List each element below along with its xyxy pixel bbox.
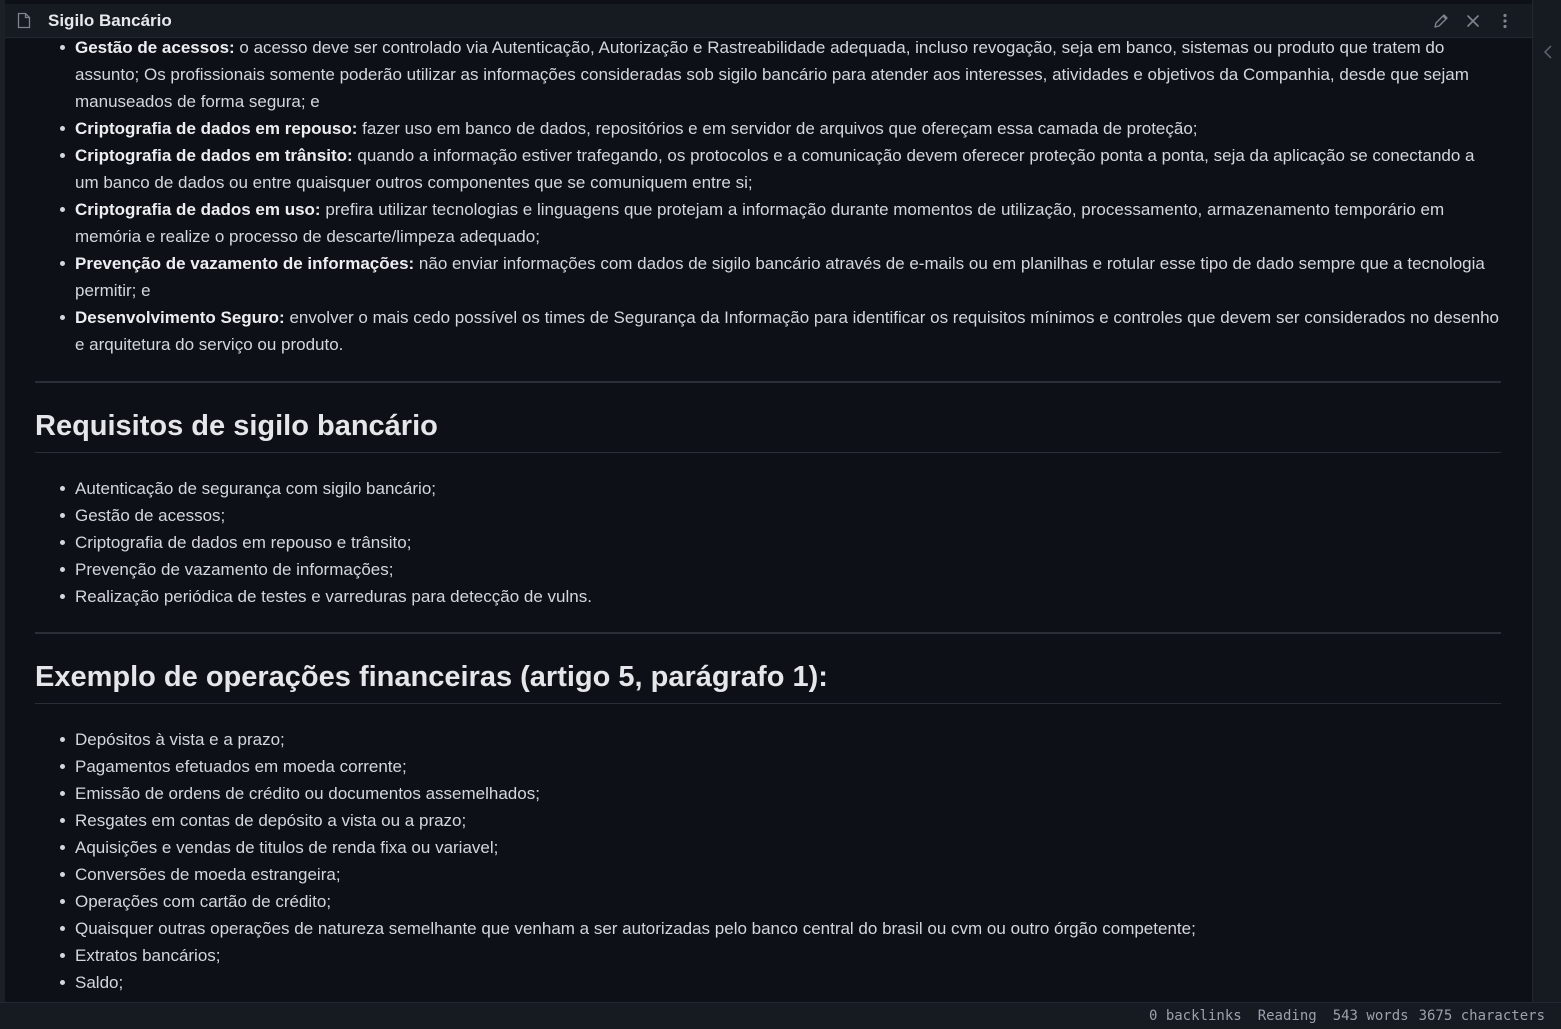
list-item: Saldo; (75, 969, 1501, 996)
horizontal-rule (35, 632, 1501, 634)
list-item: Conversões de moeda estrangeira; (75, 861, 1501, 888)
right-sidebar-collapsed (1532, 0, 1561, 1002)
security-controls-list (35, 34, 1501, 358)
list-item: Quaisquer outras operações de natureza semelhante que venham a ser autorizadas pelo banco central do brasil ou cvm ou outro órgão competente; (75, 915, 1501, 942)
pencil-icon[interactable] (1432, 12, 1450, 30)
title-actions (1432, 12, 1514, 30)
file-icon (17, 12, 31, 29)
list-item: Criptografia de dados em trânsito: quando a informação estiver trafegando, os protocolos e a comunicação devem oferecer proteção ponta a ponta, seja da aplicação se conectando a um banco de dados ou entre quaisquer outros componentes que se comuniquem entre si; (75, 142, 1501, 196)
list-item: Emissão de ordens de crédito ou documentos assemelhados; (75, 780, 1501, 807)
status-bar (0, 1002, 1561, 1029)
word-count: 543 words (1332, 1008, 1409, 1024)
list-item: Realização periódica de testes e varreduras para detecção de vulns. (75, 583, 1501, 610)
requisitos-list (35, 475, 1501, 610)
heading-exemplo: Exemplo de operações financeiras (artigo 5, parágrafo 1): (35, 660, 1501, 704)
list-item: Aquisições e vendas de titulos de renda fixa ou variavel; (75, 834, 1501, 861)
list-item: Autenticação de segurança com sigilo bancário; (75, 475, 1501, 502)
list-item: Operações com cartão de crédito; (75, 888, 1501, 915)
operacoes-list (35, 726, 1501, 1023)
more-vertical-icon[interactable] (1496, 12, 1514, 30)
list-item: Depósitos à vista e a prazo; (75, 726, 1501, 753)
view-mode[interactable]: Reading (1257, 1008, 1317, 1024)
list-item: Criptografia de dados em repouso: fazer uso em banco de dados, repositórios e em servidor de arquivos que ofereçam essa camada de proteção; (75, 115, 1501, 142)
note-title-bar (5, 4, 1532, 38)
heading-requisitos: Requisitos de sigilo bancário (35, 409, 1501, 453)
note-pane (5, 4, 1532, 1002)
list-item: Resgates em contas de depósito a vista ou a prazo; (75, 807, 1501, 834)
character-count: 3675 characters (1418, 1008, 1545, 1024)
list-item: Pagamentos efetuados em moeda corrente; (75, 753, 1501, 780)
list-item: Gestão de acessos; (75, 502, 1501, 529)
list-item: Prevenção de vazamento de informações; (75, 556, 1501, 583)
list-item: Gestão de acessos: o acesso deve ser controlado via Autenticação, Autorização e Rastreabilidade adequada, incluso revogação, seja em banco, sistemas ou produto que tratem do assunto; Os profissionais somente poderão utilizar as informações consideradas sob sigilo bancário para atender aos interesses, atividades e objetivos da Companhia, desde que sejam manuseados de forma segura; e (75, 34, 1501, 115)
list-item: Criptografia de dados em uso: prefira utilizar tecnologias e linguagens que protejam a informação durante momentos de utilização, processamento, armazenamento temporário em memória e realize o processo de descarte/limpeza adequado; (75, 196, 1501, 250)
backlinks-count[interactable]: 0 backlinks (1148, 1008, 1242, 1024)
list-item: Criptografia de dados em repouso e trânsito; (75, 529, 1501, 556)
chevron-left-icon[interactable] (1542, 45, 1554, 59)
note-title[interactable]: Sigilo Bancário (48, 11, 172, 30)
list-item: Extratos bancários; (75, 942, 1501, 969)
close-icon[interactable] (1464, 12, 1482, 30)
list-item: Desenvolvimento Seguro: envolver o mais cedo possível os times de Segurança da Informação para identificar os requisitos mínimos e controles que devem ser considerados no desenho e arquitetura do serviço ou produto. (75, 304, 1501, 358)
reading-view[interactable] (35, 34, 1501, 1002)
list-item: Prevenção de vazamento de informações: não enviar informações com dados de sigilo bancário através de e-mails ou em planilhas e rotular esse tipo de dado sempre que a tecnologia permitir; e (75, 250, 1501, 304)
horizontal-rule (35, 381, 1501, 383)
